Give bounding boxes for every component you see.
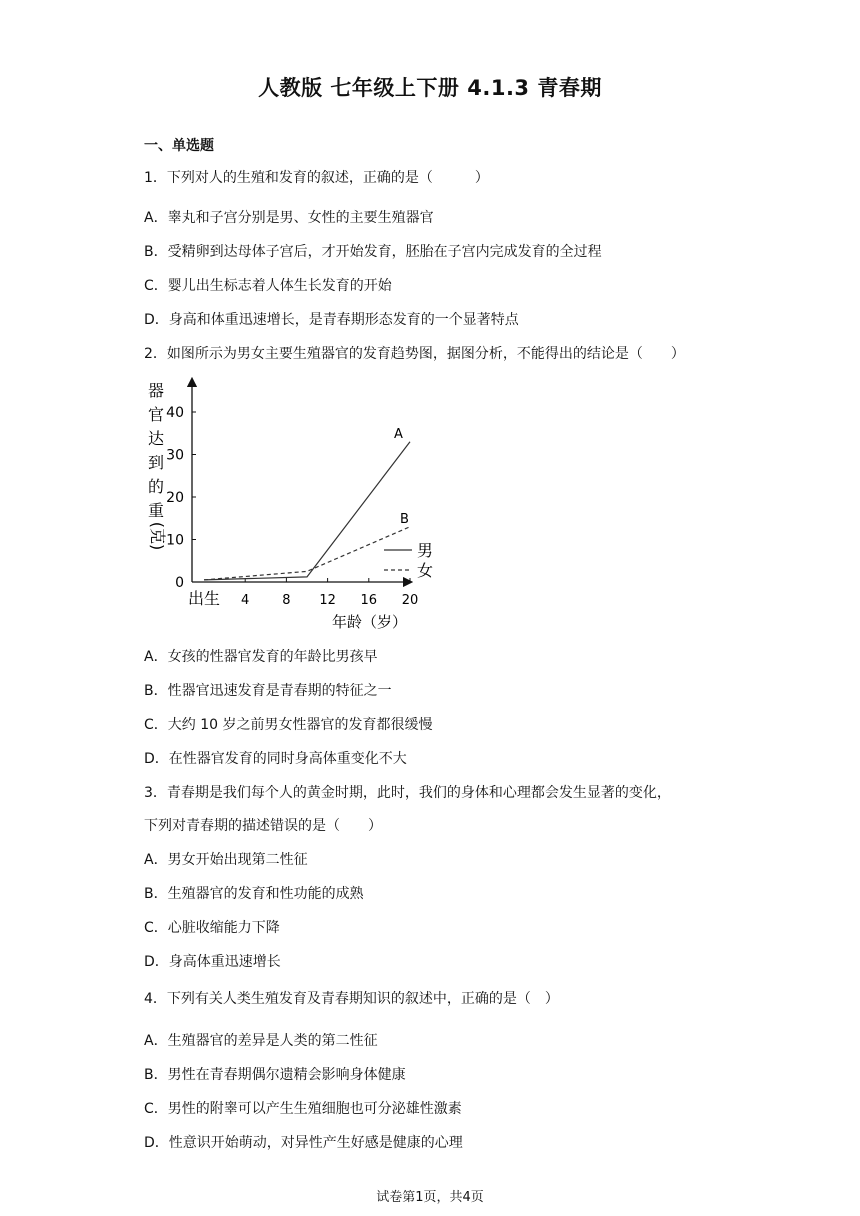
y-label-char: 达 [147,429,165,448]
legend-label: 女 [417,561,434,580]
question-4-option-c: C．男性的附睾可以产生生殖细胞也可分泌雄性激素 [144,1101,462,1117]
series-end-label: B [400,511,409,527]
legend [384,541,433,580]
x-tick-label: 8 [282,593,291,608]
y-axis-label [148,381,167,550]
question-4-stem: 4．下列有关人类生殖发育及青春期知识的叙述中，正确的是（ ） [144,991,559,1007]
y-tick-label: 0 [175,575,184,591]
question-3-option-d: D．身高体重迅速增长 [144,954,281,970]
question-4-option-b: B．男性在青春期偶尔遗精会影响身体健康 [144,1067,406,1083]
question-1-option-d: D．身高和体重迅速增长，是青春期形态发育的一个显著特点 [144,312,519,328]
question-3-option-b: B．生殖器官的发育和性功能的成熟 [144,886,364,902]
series-line-male [204,442,410,580]
page-footer: 试卷第1页，共4页 [376,1190,484,1205]
series-lines [204,427,410,580]
question-2-option-d: D．在性器官发育的同时身高体重变化不大 [144,751,407,767]
question-4-option-a: A．生殖器官的差异是人类的第二性征 [144,1033,378,1049]
x-axis-label: 年龄（岁） [332,613,408,631]
y-label-char: 的 [147,477,165,496]
question-2-option-c: C．大约 10 岁之前男女性器官的发育都很缓慢 [144,717,433,733]
y-label-char: 重 [147,501,165,520]
y-label-char: (克) [148,521,167,551]
question-3-stem-line-1: 3．青春期是我们每个人的黄金时期，此时，我们的身体和心理都会发生显著的变化， [144,785,671,801]
legend-label: 男 [417,541,434,560]
growth-chart [140,374,440,636]
x-tick-label: 出生 [187,589,221,608]
question-1-option-a: A．睾丸和子宫分别是男、女性的主要生殖器官 [144,210,434,226]
series-end-label: A [394,426,403,442]
question-3-stem-line-2: 下列对青春期的描述错误的是（ ） [144,818,382,834]
section-heading: 一、单选题 [144,138,214,154]
question-1-option-b: B．受精卵到达母体子宫后，才开始发育，胚胎在子宫内完成发育的全过程 [144,244,602,260]
question-3-option-a: A．男女开始出现第二性征 [144,852,308,868]
question-4-option-d: D．性意识开始萌动，对异性产生好感是健康的心理 [144,1135,463,1151]
y-tick-label: 10 [166,532,184,549]
question-2-stem: 2．如图所示为男女主要生殖器官的发育趋势图，据图分析，不能得出的结论是（ ） [144,346,685,362]
question-1-option-c: C．婴儿出生标志着人体生长发育的开始 [144,278,392,294]
question-1-stem: 1．下列对人的生殖和发育的叙述，正确的是（ ） [144,170,489,186]
question-3-option-c: C．心脏收缩能力下降 [144,920,280,936]
y-tick-label: 30 [166,447,184,464]
x-tick-label: 4 [241,593,250,608]
y-label-char: 官 [147,405,165,424]
x-tick-label: 16 [360,593,378,608]
question-2-option-a: A．女孩的性器官发育的年龄比男孩早 [144,649,378,665]
y-label-char: 到 [147,453,165,472]
page-title: 人教版 七年级上下册 4.1.3 青春期 [258,76,602,100]
y-tick-label: 20 [166,490,184,506]
y-label-char: 器 [147,381,165,400]
y-tick-label: 40 [166,405,184,421]
series-line-female [204,527,410,580]
x-tick-label: 20 [401,593,419,608]
question-2-option-b: B．性器官迅速发育是青春期的特征之一 [144,683,392,699]
x-tick-label: 12 [319,593,336,608]
